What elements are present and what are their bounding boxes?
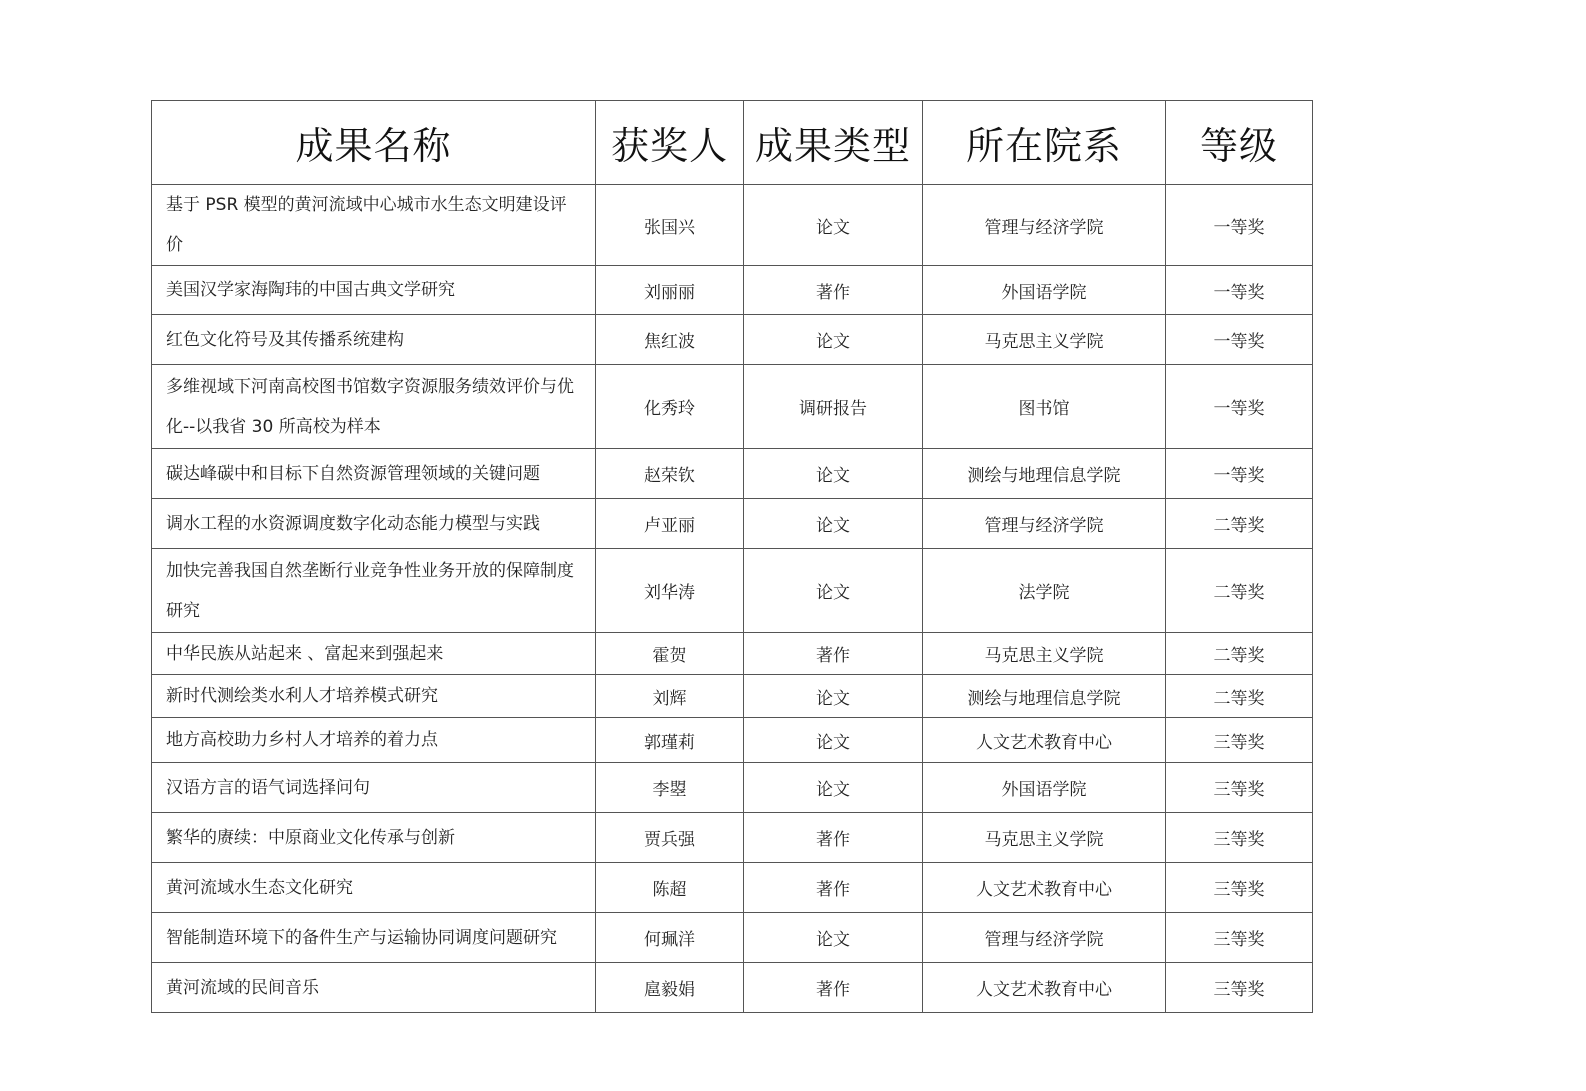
cell-department: 人文艺术教育中心 [923,963,1166,1013]
cell-department: 马克思主义学院 [923,633,1166,675]
cell-department: 测绘与地理信息学院 [923,675,1166,718]
table-header-row [152,101,1313,185]
cell-level: 三等奖 [1166,863,1313,913]
cell-awardee: 卢亚丽 [596,499,744,549]
cell-type: 著作 [744,813,923,863]
cell-type: 论文 [744,675,923,718]
cell-level: 三等奖 [1166,718,1313,763]
cell-title: 黄河流域的民间音乐 [152,963,596,1013]
table-row [152,365,1313,449]
cell-awardee: 霍贺 [596,633,744,675]
table-row [152,675,1313,718]
cell-awardee: 张国兴 [596,185,744,266]
header-type: 成果类型 [744,101,923,185]
cell-type: 论文 [744,549,923,633]
cell-type: 论文 [744,718,923,763]
cell-type: 论文 [744,185,923,266]
cell-title: 地方高校助力乡村人才培养的着力点 [152,718,596,763]
cell-title: 汉语方言的语气词选择问句 [152,763,596,813]
cell-department: 管理与经济学院 [923,913,1166,963]
cell-level: 二等奖 [1166,675,1313,718]
table-row [152,763,1313,813]
cell-awardee: 何珮洋 [596,913,744,963]
cell-department: 外国语学院 [923,763,1166,813]
cell-title: 碳达峰碳中和目标下自然资源管理领域的关键问题 [152,449,596,499]
cell-awardee: 刘华涛 [596,549,744,633]
cell-type: 著作 [744,266,923,315]
cell-awardee: 化秀玲 [596,365,744,449]
cell-type: 论文 [744,763,923,813]
cell-department: 图书馆 [923,365,1166,449]
cell-level: 一等奖 [1166,185,1313,266]
cell-department: 测绘与地理信息学院 [923,449,1166,499]
cell-title: 黄河流域水生态文化研究 [152,863,596,913]
cell-level: 一等奖 [1166,365,1313,449]
table-row [152,633,1313,675]
cell-awardee: 刘辉 [596,675,744,718]
cell-department: 人文艺术教育中心 [923,718,1166,763]
cell-type: 著作 [744,963,923,1013]
header-awardee: 获奖人 [596,101,744,185]
table-row [152,499,1313,549]
cell-level: 三等奖 [1166,763,1313,813]
table-row [152,449,1313,499]
cell-type: 论文 [744,315,923,365]
header-level: 等级 [1166,101,1313,185]
table-row [152,863,1313,913]
header-department: 所在院系 [923,101,1166,185]
cell-department: 马克思主义学院 [923,813,1166,863]
cell-department: 马克思主义学院 [923,315,1166,365]
cell-awardee: 李曌 [596,763,744,813]
cell-awardee: 焦红波 [596,315,744,365]
cell-department: 管理与经济学院 [923,499,1166,549]
cell-department: 管理与经济学院 [923,185,1166,266]
cell-awardee: 扈毅娟 [596,963,744,1013]
table-body [152,185,1313,1013]
cell-level: 三等奖 [1166,813,1313,863]
cell-type: 论文 [744,449,923,499]
cell-level: 三等奖 [1166,913,1313,963]
cell-level: 二等奖 [1166,549,1313,633]
table-row [152,963,1313,1013]
table-row [152,185,1313,266]
table-row [152,549,1313,633]
header-title: 成果名称 [152,101,596,185]
cell-awardee: 赵荣钦 [596,449,744,499]
cell-title: 调水工程的水资源调度数字化动态能力模型与实践 [152,499,596,549]
cell-awardee: 郭瑾莉 [596,718,744,763]
cell-department: 外国语学院 [923,266,1166,315]
cell-title: 加快完善我国自然垄断行业竞争性业务开放的保障制度研究 [152,549,596,633]
cell-department: 人文艺术教育中心 [923,863,1166,913]
cell-type: 调研报告 [744,365,923,449]
cell-level: 一等奖 [1166,315,1313,365]
cell-awardee: 贾兵强 [596,813,744,863]
cell-title: 智能制造环境下的备件生产与运输协同调度问题研究 [152,913,596,963]
cell-department: 法学院 [923,549,1166,633]
table-row [152,913,1313,963]
cell-type: 著作 [744,633,923,675]
cell-title: 红色文化符号及其传播系统建构 [152,315,596,365]
cell-level: 一等奖 [1166,449,1313,499]
cell-level: 二等奖 [1166,633,1313,675]
cell-awardee: 刘丽丽 [596,266,744,315]
table-row [152,718,1313,763]
cell-title: 基于 PSR 模型的黄河流域中心城市水生态文明建设评价 [152,185,596,266]
table-row [152,813,1313,863]
table-row [152,266,1313,315]
cell-type: 著作 [744,863,923,913]
cell-type: 论文 [744,499,923,549]
cell-level: 二等奖 [1166,499,1313,549]
cell-awardee: 陈超 [596,863,744,913]
cell-title: 中华民族从站起来 、富起来到强起来 [152,633,596,675]
cell-title: 新时代测绘类水利人才培养模式研究 [152,675,596,718]
cell-level: 一等奖 [1166,266,1313,315]
cell-title: 繁华的赓续：中原商业文化传承与创新 [152,813,596,863]
cell-level: 三等奖 [1166,963,1313,1013]
award-results-table [151,100,1313,1013]
cell-type: 论文 [744,913,923,963]
table-row [152,315,1313,365]
cell-title: 多维视域下河南高校图书馆数字资源服务绩效评价与优化--以我省 30 所高校为样本 [152,365,596,449]
cell-title: 美国汉学家海陶玮的中国古典文学研究 [152,266,596,315]
